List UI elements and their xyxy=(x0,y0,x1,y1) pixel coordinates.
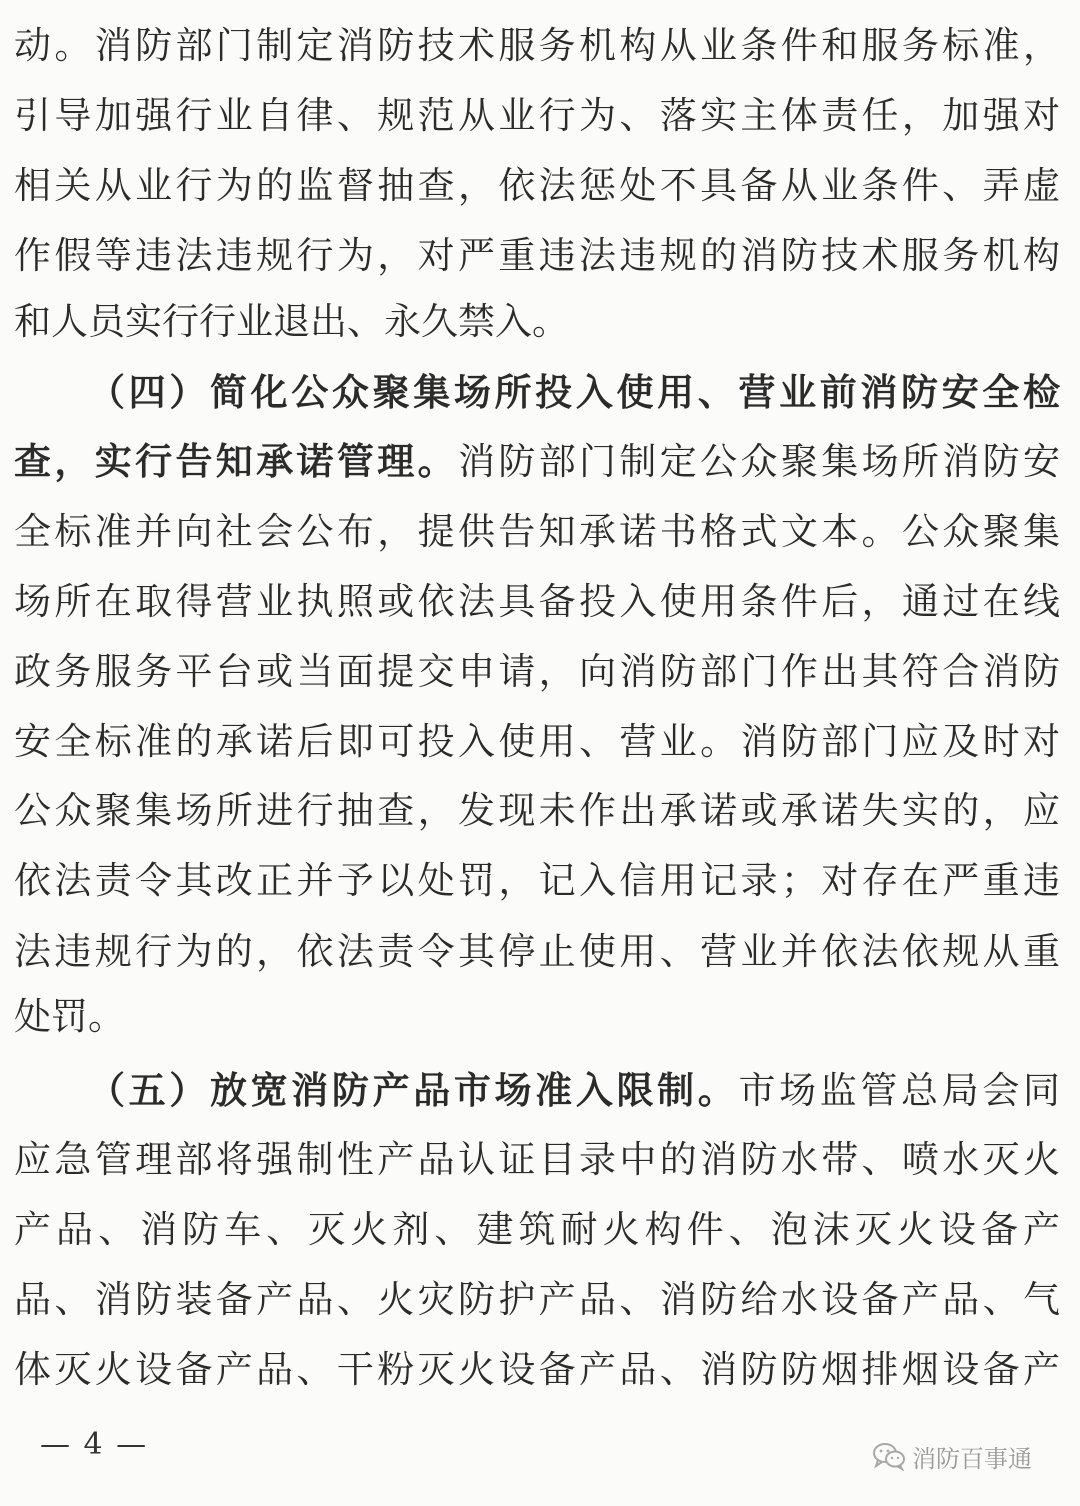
text-line: 相关从业行为的监督抽查，依法惩处不具备从业条件、弄虚 xyxy=(14,164,1060,207)
text-line: 政务服务平台或当面提交申请，向消防部门作出其符合消防 xyxy=(14,650,1060,693)
page-number: — 4 — xyxy=(40,1427,149,1462)
text-line: 场所在取得营业执照或依法具备投入使用条件后，通过在线 xyxy=(14,580,1060,623)
text-line xyxy=(14,1065,1060,1115)
text-line: 引导加强行业自律、规范从业行为、落实主体责任，加强对 xyxy=(14,94,1060,137)
wechat-icon xyxy=(872,1441,906,1471)
text-span: 市场监管总局会同 xyxy=(738,1069,1061,1112)
text-line: 品、消防装备产品、火灾防护产品、消防给水设备产品、气 xyxy=(14,1278,1060,1321)
text-line: 体灭火设备产品、干粉灭火设备产品、消防防烟排烟设备产 xyxy=(14,1348,1060,1391)
text-line xyxy=(14,436,1060,486)
text-line: 产品、消防车、灭火剂、建筑耐火构件、泡沫灭火设备产 xyxy=(14,1208,1060,1251)
section-5-heading: （五）放宽消防产品市场准入限制。 xyxy=(88,1068,739,1112)
text-line: 作假等违法违规行为，对严重违法违规的消防技术服务机构 xyxy=(14,234,1060,277)
text-line: 公众聚集场所进行抽查，发现未作出承诺或承诺失实的，应 xyxy=(14,789,1060,832)
section-4-heading: （四）简化公众聚集场所投入使用、营业前消防安全检 xyxy=(88,370,1060,414)
text-span: 消防部门制定公众聚集场所消防安 xyxy=(457,440,1061,483)
text-line: 和人员实行行业退出、永久禁入。 xyxy=(14,300,569,343)
watermark xyxy=(872,1438,1032,1474)
text-line: 全标准并向社会公布，提供告知承诺书格式文本。公众聚集 xyxy=(14,510,1060,553)
watermark-text: 消防百事通 xyxy=(912,1444,1032,1473)
text-line: 安全标准的承诺后即可投入使用、营业。消防部门应及时对 xyxy=(14,720,1060,763)
text-line: 处罚。 xyxy=(14,995,125,1038)
text-line: 法违规行为的，依法责令其停止使用、营业并依法依规从重 xyxy=(14,930,1060,973)
text-line: 动。消防部门制定消防技术服务机构从业条件和服务标准， xyxy=(14,24,1060,67)
text-line: 依法责令其改正并予以处罚，记入信用记录；对存在严重违 xyxy=(14,859,1060,902)
text-line: 应急管理部将强制性产品认证目录中的消防水带、喷水灭火 xyxy=(14,1138,1060,1181)
section-4-heading-cont: 查，实行告知承诺管理。 xyxy=(14,439,458,483)
